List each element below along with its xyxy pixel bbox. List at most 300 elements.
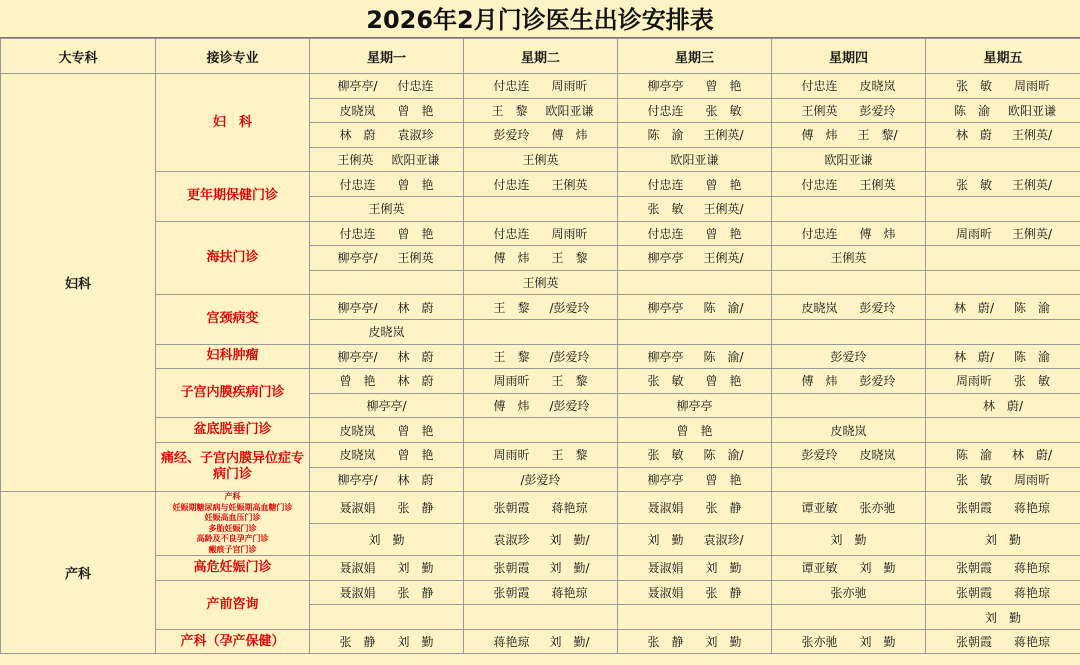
schedule-cell bbox=[926, 98, 1080, 123]
schedule-cell bbox=[772, 492, 926, 524]
header-dept: 大专科 bbox=[1, 39, 156, 74]
schedule-cell bbox=[772, 467, 926, 492]
specialty-cell: 产科 妊娠期糖尿病与妊娠期高血糖门诊 妊娠高血压门诊 多胎妊娠门诊 高龄及不良孕产门诊 瘢痕子宫门诊 bbox=[156, 492, 310, 556]
doctor-name: 陈 渝 bbox=[1013, 300, 1050, 315]
doctor-name: 张 敏 bbox=[955, 177, 992, 192]
doctor-name: 刘 勤/ bbox=[549, 533, 590, 548]
schedule-cell bbox=[464, 147, 618, 172]
schedule-body bbox=[1, 74, 1080, 654]
doctor-name: 柳亭亭 bbox=[647, 472, 684, 487]
schedule-cell bbox=[772, 418, 926, 443]
schedule-cell bbox=[926, 196, 1080, 221]
doctor-name: 王俐英/ bbox=[703, 128, 744, 143]
schedule-row bbox=[1, 629, 1080, 654]
schedule-cell bbox=[310, 442, 464, 467]
schedule-cell bbox=[618, 629, 772, 654]
header-monday: 星期一 bbox=[310, 39, 464, 74]
doctor-name: 皮晓岚 bbox=[801, 300, 838, 315]
schedule-cell bbox=[464, 295, 618, 320]
doctor-name: 柳亭亭/ bbox=[337, 79, 378, 94]
schedule-cell bbox=[618, 442, 772, 467]
schedule-cell bbox=[310, 295, 464, 320]
schedule-cell bbox=[926, 492, 1080, 524]
doctor-name: 袁淑珍 bbox=[397, 128, 434, 143]
doctor-name: 蒋艳琼 bbox=[551, 585, 588, 600]
schedule-cell bbox=[310, 123, 464, 148]
schedule-cell bbox=[618, 295, 772, 320]
doctor-name: 皮晓岚 bbox=[339, 423, 376, 438]
doctor-name: 聂淑娟 bbox=[339, 501, 376, 516]
doctor-name: 傅 炜 bbox=[551, 128, 588, 143]
schedule-cell bbox=[618, 467, 772, 492]
doctor-name: 王俐英 bbox=[522, 276, 559, 291]
doctor-name: 袁淑珍 bbox=[493, 533, 530, 548]
schedule-row bbox=[1, 369, 1080, 394]
doctor-name: 付忠连 bbox=[493, 177, 530, 192]
specialty-cell: 海扶门诊 bbox=[156, 221, 310, 295]
schedule-cell bbox=[772, 393, 926, 418]
schedule-cell bbox=[618, 221, 772, 246]
doctor-name: 林 蔚 bbox=[397, 300, 434, 315]
schedule-cell bbox=[772, 605, 926, 630]
schedule-cell bbox=[310, 629, 464, 654]
schedule-cell bbox=[926, 221, 1080, 246]
doctor-name: 林 蔚 bbox=[955, 128, 992, 143]
schedule-cell bbox=[618, 74, 772, 99]
doctor-name: 付忠连 bbox=[339, 177, 376, 192]
schedule-cell bbox=[310, 418, 464, 443]
doctor-name: 付忠连 bbox=[493, 226, 530, 241]
specialty-cell: 痛经、子宫内膜异位症专病门诊 bbox=[156, 442, 310, 491]
doctor-name: 张 静 bbox=[705, 585, 742, 600]
doctor-name: 刘 勤 bbox=[647, 533, 684, 548]
schedule-cell bbox=[464, 98, 618, 123]
doctor-name: 柳亭亭 bbox=[647, 300, 684, 315]
schedule-cell bbox=[310, 221, 464, 246]
doctor-name: 林 蔚 bbox=[397, 472, 434, 487]
doctor-name: 张 敏 bbox=[647, 202, 684, 217]
schedule-cell bbox=[926, 393, 1080, 418]
doctor-name: 陈 渝 bbox=[953, 103, 990, 118]
schedule-row bbox=[1, 492, 1080, 524]
doctor-name: 林 蔚 bbox=[339, 128, 376, 143]
doctor-name: 张朝霞 bbox=[493, 585, 530, 600]
schedule-cell bbox=[926, 556, 1080, 581]
schedule-cell bbox=[464, 123, 618, 148]
doctor-name: 周雨昕 bbox=[493, 374, 530, 389]
doctor-name: 周雨昕 bbox=[1013, 79, 1050, 94]
doctor-name: 张 敏 bbox=[647, 374, 684, 389]
schedule-cell bbox=[772, 147, 926, 172]
doctor-name: 张 静 bbox=[339, 635, 376, 650]
doctor-name: /彭爱玲 bbox=[520, 472, 561, 487]
schedule-cell bbox=[310, 369, 464, 394]
doctor-name: 林 蔚 bbox=[397, 349, 434, 364]
doctor-name: 傅 炜 bbox=[859, 226, 896, 241]
doctor-name: 曾 艳 bbox=[676, 423, 713, 438]
doctor-name: 陈 渝/ bbox=[703, 349, 744, 364]
doctor-name: 付忠连 bbox=[647, 177, 684, 192]
specialty-cell: 更年期保健门诊 bbox=[156, 172, 310, 221]
doctor-name: 王 黎 bbox=[493, 349, 530, 364]
doctor-name: 柳亭亭 bbox=[647, 79, 684, 94]
schedule-cell bbox=[310, 605, 464, 630]
schedule-cell bbox=[310, 98, 464, 123]
doctor-name: 张亦驰 bbox=[830, 585, 867, 600]
schedule-cell bbox=[926, 172, 1080, 197]
doctor-name: 陈 渝 bbox=[647, 128, 684, 143]
schedule-cell bbox=[464, 629, 618, 654]
schedule-cell bbox=[772, 295, 926, 320]
doctor-name: 柳亭亭/ bbox=[337, 349, 378, 364]
doctor-name: 柳亭亭/ bbox=[337, 251, 378, 266]
doctor-name: 曾 艳 bbox=[705, 226, 742, 241]
doctor-name: 蒋艳琼 bbox=[1013, 585, 1050, 600]
doctor-name: 谭亚敏 bbox=[801, 501, 838, 516]
schedule-cell bbox=[618, 98, 772, 123]
doctor-name: 张朝霞 bbox=[955, 501, 992, 516]
doctor-name: 曾 艳 bbox=[705, 177, 742, 192]
doctor-name: 柳亭亭 bbox=[676, 399, 713, 414]
doctor-name: 王俐英/ bbox=[1011, 177, 1053, 192]
schedule-cell bbox=[464, 524, 618, 556]
doctor-name: 彭爱玲 bbox=[801, 448, 838, 463]
schedule-cell bbox=[772, 580, 926, 605]
schedule-cell bbox=[310, 524, 464, 556]
schedule-cell bbox=[464, 418, 618, 443]
doctor-name: 曾 艳 bbox=[705, 374, 742, 389]
schedule-cell bbox=[618, 393, 772, 418]
doctor-name: 欧阳亚谦 bbox=[1007, 103, 1056, 118]
schedule-row bbox=[1, 418, 1080, 443]
doctor-name: 聂淑娟 bbox=[647, 561, 684, 576]
schedule-cell bbox=[310, 492, 464, 524]
doctor-name: 王 黎 bbox=[491, 103, 528, 118]
doctor-name: 付忠连 bbox=[647, 226, 684, 241]
schedule-cell bbox=[618, 344, 772, 369]
doctor-name: 皮晓岚 bbox=[339, 103, 376, 118]
doctor-name: 柳亭亭 bbox=[647, 251, 684, 266]
doctor-name: 王俐英/ bbox=[703, 251, 744, 266]
doctor-name: 王俐英 bbox=[830, 251, 867, 266]
doctor-name: 曾 艳 bbox=[397, 103, 434, 118]
doctor-name: 王 黎 bbox=[551, 251, 588, 266]
schedule-cell bbox=[926, 246, 1080, 271]
doctor-name: 王俐英 bbox=[397, 251, 434, 266]
doctor-name: 王俐英 bbox=[859, 177, 896, 192]
doctor-name: /彭爱玲 bbox=[549, 349, 590, 364]
schedule-cell bbox=[926, 123, 1080, 148]
doctor-name: 张朝霞 bbox=[955, 561, 992, 576]
schedule-cell bbox=[618, 319, 772, 344]
specialty-cell: 宫颈病变 bbox=[156, 295, 310, 344]
department-cell: 产科 bbox=[1, 492, 156, 654]
doctor-name: 王俐英 bbox=[522, 153, 559, 168]
doctor-name: 袁淑珍/ bbox=[703, 533, 744, 548]
doctor-name: 彭爱玲 bbox=[859, 300, 896, 315]
doctor-name: 曾 艳 bbox=[397, 177, 434, 192]
schedule-cell bbox=[618, 172, 772, 197]
doctor-name: 蒋艳琼 bbox=[1013, 501, 1050, 516]
doctor-name: 付忠连 bbox=[801, 177, 838, 192]
doctor-name: 王俐英/ bbox=[1011, 226, 1053, 241]
doctor-name: 林 蔚 bbox=[397, 374, 434, 389]
doctor-name: 付忠连 bbox=[801, 226, 838, 241]
doctor-name: 周雨昕 bbox=[551, 79, 588, 94]
doctor-name: 付忠连 bbox=[397, 79, 434, 94]
doctor-name: 张 敏 bbox=[705, 103, 742, 118]
schedule-cell bbox=[310, 270, 464, 295]
schedule-cell bbox=[772, 246, 926, 271]
doctor-name: 张亦驰 bbox=[859, 501, 896, 516]
schedule-cell bbox=[926, 74, 1080, 99]
schedule-cell bbox=[926, 295, 1080, 320]
schedule-cell bbox=[926, 442, 1080, 467]
doctor-name: 蒋艳琼 bbox=[493, 635, 530, 650]
schedule-cell bbox=[926, 524, 1080, 556]
schedule-cell bbox=[926, 147, 1080, 172]
schedule-cell bbox=[464, 270, 618, 295]
doctor-name: 蒋艳琼 bbox=[1013, 635, 1050, 650]
header-tuesday: 星期二 bbox=[464, 39, 618, 74]
schedule-cell bbox=[772, 196, 926, 221]
schedule-cell bbox=[772, 74, 926, 99]
doctor-name: 彭爱玲 bbox=[830, 349, 867, 364]
doctor-name: 刘 勤 bbox=[705, 561, 742, 576]
schedule-row bbox=[1, 172, 1080, 197]
specialty-cell: 妇科肿瘤 bbox=[156, 344, 310, 369]
doctor-name: 曾 艳 bbox=[397, 448, 434, 463]
doctor-name: 彭爱玲 bbox=[859, 374, 896, 389]
doctor-name: 曾 艳 bbox=[705, 472, 742, 487]
header-specialty: 接诊专业 bbox=[156, 39, 310, 74]
doctor-name: 林 蔚/ bbox=[1011, 448, 1053, 463]
doctor-name: 刘 勤 bbox=[984, 533, 1021, 548]
doctor-name: 彭爱玲 bbox=[859, 103, 896, 118]
doctor-name: 张朝霞 bbox=[955, 585, 992, 600]
doctor-name: 陈 渝 bbox=[1013, 349, 1050, 364]
doctor-name: 皮晓岚 bbox=[339, 448, 376, 463]
schedule-cell bbox=[464, 246, 618, 271]
doctor-name: 蒋艳琼 bbox=[1013, 561, 1050, 576]
doctor-name: 林 蔚/ bbox=[953, 349, 995, 364]
doctor-name: 皮晓岚 bbox=[859, 448, 896, 463]
doctor-name: 刘 勤 bbox=[830, 533, 867, 548]
schedule-cell bbox=[310, 556, 464, 581]
doctor-name: 王俐英/ bbox=[1011, 128, 1053, 143]
schedule-cell bbox=[618, 418, 772, 443]
header-wednesday: 星期三 bbox=[618, 39, 772, 74]
doctor-name: 刘 勤/ bbox=[549, 561, 590, 576]
doctor-name: 王俐英 bbox=[801, 103, 838, 118]
doctor-name: 张 敏 bbox=[1013, 374, 1050, 389]
doctor-name: 周雨昕 bbox=[551, 226, 588, 241]
schedule-cell bbox=[310, 74, 464, 99]
doctor-name: 刘 勤 bbox=[397, 561, 434, 576]
doctor-name: 张朝霞 bbox=[493, 501, 530, 516]
doctor-name: 王俐英 bbox=[551, 177, 588, 192]
doctor-name: 周雨昕 bbox=[955, 226, 992, 241]
schedule-cell bbox=[310, 319, 464, 344]
schedule-cell bbox=[464, 74, 618, 99]
doctor-name: 张朝霞 bbox=[955, 635, 992, 650]
doctor-name: 周雨昕 bbox=[1013, 472, 1050, 487]
schedule-cell bbox=[464, 196, 618, 221]
doctor-name: 刘 勤 bbox=[859, 635, 896, 650]
schedule-cell bbox=[464, 319, 618, 344]
doctor-name: 王俐英 bbox=[368, 202, 405, 217]
schedule-cell bbox=[464, 605, 618, 630]
doctor-name: 刘 勤 bbox=[368, 533, 405, 548]
schedule-cell bbox=[926, 418, 1080, 443]
schedule-cell bbox=[310, 147, 464, 172]
doctor-name: 王俐英 bbox=[337, 153, 374, 168]
specialty-cell: 高危妊娠门诊 bbox=[156, 556, 310, 581]
doctor-name: 张 敏 bbox=[647, 448, 684, 463]
doctor-name: 皮晓岚 bbox=[859, 79, 896, 94]
doctor-name: 傅 炜 bbox=[493, 399, 530, 414]
schedule-cell bbox=[310, 172, 464, 197]
schedule-cell bbox=[464, 492, 618, 524]
schedule-cell bbox=[772, 344, 926, 369]
schedule-cell bbox=[772, 442, 926, 467]
doctor-name: 欧阳亚谦 bbox=[391, 153, 440, 168]
doctor-name: 付忠连 bbox=[647, 103, 684, 118]
schedule-row bbox=[1, 74, 1080, 99]
doctor-name: 曾 艳 bbox=[705, 79, 742, 94]
schedule-cell bbox=[772, 524, 926, 556]
doctor-name: 刘 勤/ bbox=[549, 635, 590, 650]
schedule-cell bbox=[926, 270, 1080, 295]
doctor-name: 林 蔚/ bbox=[982, 399, 1024, 414]
schedule-cell bbox=[772, 629, 926, 654]
specialty-cell: 产科（孕产保健） bbox=[156, 629, 310, 654]
header-row bbox=[1, 39, 1080, 74]
schedule-table bbox=[0, 38, 1080, 654]
schedule-cell bbox=[310, 196, 464, 221]
schedule-cell bbox=[464, 556, 618, 581]
schedule-cell bbox=[926, 369, 1080, 394]
schedule-row bbox=[1, 221, 1080, 246]
doctor-name: 张亦驰 bbox=[801, 635, 838, 650]
schedule-cell bbox=[772, 369, 926, 394]
schedule-cell bbox=[926, 319, 1080, 344]
doctor-name: 刘 勤 bbox=[984, 610, 1021, 625]
schedule-row bbox=[1, 580, 1080, 605]
doctor-name: 柳亭亭 bbox=[647, 349, 684, 364]
doctor-name: 欧阳亚谦 bbox=[824, 153, 873, 168]
doctor-name: 付忠连 bbox=[493, 79, 530, 94]
specialty-cell: 子宫内膜疾病门诊 bbox=[156, 369, 310, 418]
schedule-row bbox=[1, 295, 1080, 320]
schedule-cell bbox=[310, 246, 464, 271]
schedule-cell bbox=[464, 221, 618, 246]
doctor-name: 王 黎 bbox=[551, 448, 588, 463]
schedule-cell bbox=[618, 246, 772, 271]
doctor-name: 周雨昕 bbox=[493, 448, 530, 463]
doctor-name: 柳亭亭/ bbox=[337, 300, 378, 315]
doctor-name: 陈 渝/ bbox=[703, 448, 744, 463]
specialty-cell: 妇 科 bbox=[156, 74, 310, 172]
schedule-cell bbox=[618, 369, 772, 394]
schedule-cell bbox=[310, 467, 464, 492]
doctor-name: 刘 勤 bbox=[705, 635, 742, 650]
doctor-name: 刘 勤 bbox=[859, 561, 896, 576]
schedule-cell bbox=[772, 221, 926, 246]
doctor-name: /彭爱玲 bbox=[549, 399, 590, 414]
specialty-cell: 盆底脱垂门诊 bbox=[156, 418, 310, 443]
schedule-cell bbox=[926, 344, 1080, 369]
schedule-cell bbox=[618, 492, 772, 524]
schedule-cell bbox=[464, 369, 618, 394]
schedule-cell bbox=[772, 270, 926, 295]
header-thursday: 星期四 bbox=[772, 39, 926, 74]
specialty-cell: 产前咨询 bbox=[156, 580, 310, 629]
schedule-cell bbox=[464, 467, 618, 492]
schedule-cell bbox=[926, 467, 1080, 492]
doctor-name: 傅 炜 bbox=[493, 251, 530, 266]
doctor-name: 王俐英/ bbox=[703, 202, 744, 217]
doctor-name: 周雨昕 bbox=[955, 374, 992, 389]
doctor-name: 曾 艳 bbox=[397, 226, 434, 241]
schedule-cell bbox=[310, 393, 464, 418]
doctor-name: 刘 勤 bbox=[397, 635, 434, 650]
doctor-name: /彭爱玲 bbox=[549, 300, 590, 315]
doctor-name: 曾 艳 bbox=[339, 374, 376, 389]
doctor-name: 曾 艳 bbox=[397, 423, 434, 438]
doctor-name: 皮晓岚 bbox=[368, 325, 405, 340]
schedule-cell bbox=[310, 344, 464, 369]
doctor-name: 王 黎 bbox=[551, 374, 588, 389]
doctor-name: 柳亭亭/ bbox=[337, 472, 378, 487]
doctor-name: 张 静 bbox=[397, 585, 434, 600]
doctor-name: 聂淑娟 bbox=[339, 585, 376, 600]
schedule-cell bbox=[772, 98, 926, 123]
schedule-cell bbox=[464, 442, 618, 467]
doctor-name: 林 蔚/ bbox=[953, 300, 995, 315]
schedule-cell bbox=[464, 344, 618, 369]
doctor-name: 聂淑娟 bbox=[339, 561, 376, 576]
schedule-cell bbox=[772, 172, 926, 197]
doctor-name: 欧阳亚谦 bbox=[670, 153, 719, 168]
department-cell: 妇科 bbox=[1, 74, 156, 492]
doctor-name: 傅 炜 bbox=[801, 128, 838, 143]
doctor-name: 聂淑娟 bbox=[647, 585, 684, 600]
doctor-name: 张朝霞 bbox=[493, 561, 530, 576]
doctor-name: 聂淑娟 bbox=[647, 501, 684, 516]
doctor-name: 彭爱玲 bbox=[493, 128, 530, 143]
schedule-row bbox=[1, 442, 1080, 467]
schedule-cell bbox=[772, 556, 926, 581]
schedule-cell bbox=[618, 196, 772, 221]
doctor-name: 付忠连 bbox=[339, 226, 376, 241]
schedule-cell bbox=[926, 580, 1080, 605]
doctor-name: 张 静 bbox=[647, 635, 684, 650]
schedule-cell bbox=[772, 319, 926, 344]
doctor-name: 皮晓岚 bbox=[830, 423, 867, 438]
schedule-cell bbox=[618, 580, 772, 605]
doctor-name: 张 敏 bbox=[955, 472, 992, 487]
schedule-row bbox=[1, 556, 1080, 581]
doctor-name: 张 静 bbox=[397, 501, 434, 516]
schedule-cell bbox=[618, 123, 772, 148]
doctor-name: 陈 渝/ bbox=[703, 300, 744, 315]
doctor-name: 王 黎/ bbox=[857, 128, 898, 143]
schedule-cell bbox=[618, 147, 772, 172]
doctor-name: 付忠连 bbox=[801, 79, 838, 94]
schedule-cell bbox=[926, 605, 1080, 630]
header-friday: 星期五 bbox=[926, 39, 1080, 74]
